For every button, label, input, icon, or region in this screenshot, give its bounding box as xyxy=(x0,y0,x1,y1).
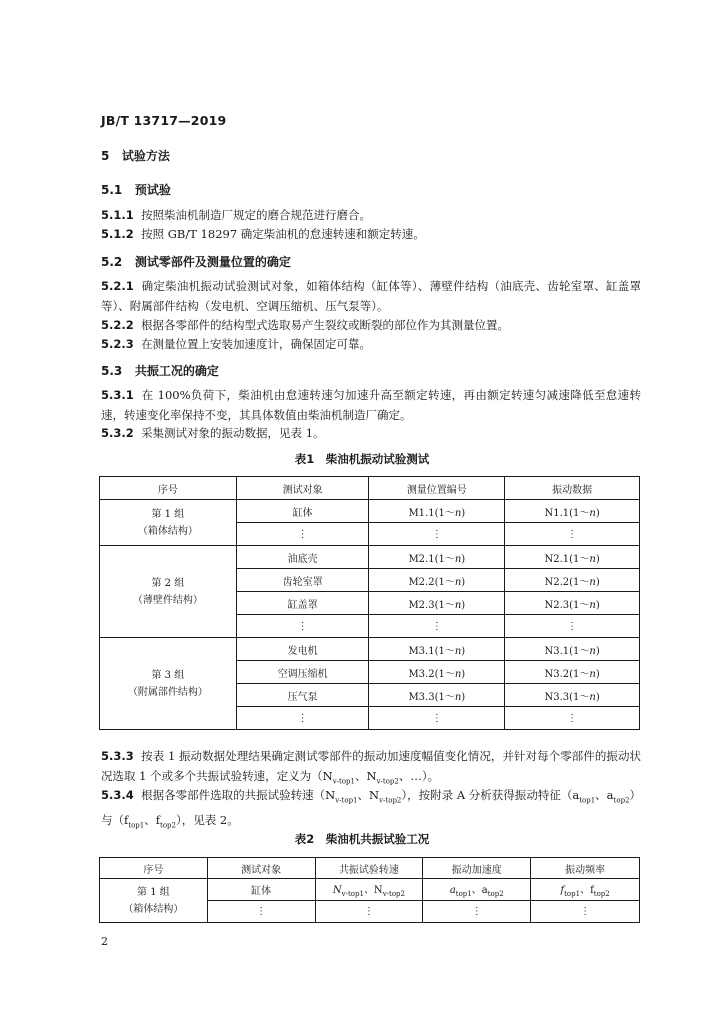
table-header-row xyxy=(100,477,640,500)
table-row xyxy=(100,546,640,569)
clause-5-2-2 xyxy=(101,316,641,336)
clause-5-2-1 xyxy=(101,277,641,316)
clause-number: 5.3.1 xyxy=(101,388,134,402)
test-object-cell: 油底壳 xyxy=(236,546,369,569)
table-row xyxy=(100,500,640,523)
test-object-cell: 缸体 xyxy=(236,500,369,523)
subscript: top2 xyxy=(160,821,176,830)
clause-text: 、N xyxy=(357,788,380,802)
clause-text: ），按附录 A 分析获得振动特征（a xyxy=(401,788,580,802)
clause-text: 按照柴油机制造厂规定的磨合规范进行磨合。 xyxy=(141,208,372,222)
clause-number: 5.3.4 xyxy=(101,788,134,802)
column-header: 振动数据 xyxy=(505,477,640,500)
clause-number: 5.3.2 xyxy=(101,426,134,440)
test-object-cell: 空调压缩机 xyxy=(236,661,369,684)
clause-5-1-2 xyxy=(101,225,641,245)
clause-number: 5.2.3 xyxy=(101,337,134,351)
table-2-caption: 表2 柴油机共振试验工况 xyxy=(294,832,430,846)
column-header: 测试对象 xyxy=(207,858,315,879)
clause-5-3-4 xyxy=(101,786,641,836)
clause-text: ），见表 2。 xyxy=(175,812,239,827)
clause-number: 5.1.2 xyxy=(101,227,134,241)
ellipsis-cell: ⋮ xyxy=(505,523,640,546)
clause-text: 、a xyxy=(595,788,614,802)
group-subtitle: （附属部件结构） xyxy=(127,686,208,698)
section-number: 5 xyxy=(101,149,110,163)
group-cell xyxy=(100,638,237,730)
section-number: 5.3 xyxy=(101,364,123,378)
test-object-cell: 缸体 xyxy=(207,879,315,901)
ellipsis-cell: ⋮ xyxy=(236,707,369,730)
subscript: top2 xyxy=(613,796,630,805)
ellipsis-cell: ⋮ xyxy=(236,615,369,638)
ellipsis-cell: ⋮ xyxy=(369,615,505,638)
section-title: 试验方法 xyxy=(121,149,170,163)
ellipsis-cell: ⋮ xyxy=(531,901,640,923)
column-header: 序号 xyxy=(100,858,208,879)
group-name: 第 2 组 xyxy=(151,577,185,589)
group-name: 第 3 组 xyxy=(151,669,185,681)
vibration-data-cell: N3.2(1～n) xyxy=(505,661,640,684)
test-object-cell: 缸盖罩 xyxy=(236,592,369,615)
clause-text: 根据各零部件的结构型式选取易产生裂纹或断裂的部位作为其测量位置。 xyxy=(141,318,510,332)
section-5-heading xyxy=(101,147,170,164)
subscript: v-top1 xyxy=(335,796,358,805)
vibration-data-cell: N3.1(1～n) xyxy=(505,638,640,661)
clause-text: 确定柴油机振动试验测试对象，如箱体结构（缸体等）、薄壁件结构（油底壳、齿轮室罩、缸盖罩等）、附属部件结构（发电机、空调压缩机、压气泵等）。 xyxy=(101,279,642,313)
ellipsis-cell: ⋮ xyxy=(207,901,315,923)
column-header: 振动加速度 xyxy=(423,858,531,879)
position-code-cell: M1.1(1～n) xyxy=(369,500,505,523)
clause-5-1-1 xyxy=(101,206,641,226)
group-cell xyxy=(100,546,237,638)
group-subtitle: （箱体结构） xyxy=(123,903,184,915)
position-code-cell: M3.2(1～n) xyxy=(369,661,505,684)
test-object-cell: 齿轮室罩 xyxy=(236,569,369,592)
column-header: 共振试验转速 xyxy=(315,858,423,879)
ellipsis-cell: ⋮ xyxy=(236,523,369,546)
group-name: 第 1 组 xyxy=(151,508,185,520)
ellipsis-cell: ⋮ xyxy=(369,523,505,546)
section-number: 5.2 xyxy=(101,255,123,269)
column-header: 振动频率 xyxy=(531,858,640,879)
section-5-3-heading xyxy=(101,362,219,379)
vibration-data-cell: N2.1(1～n) xyxy=(505,546,640,569)
position-code-cell: M3.1(1～n) xyxy=(369,638,505,661)
table-row xyxy=(100,638,640,661)
table-1-caption: 表1 柴油机振动试验测试 xyxy=(294,452,430,466)
clause-5-3-3 xyxy=(101,747,641,791)
column-header: 测量位置编号 xyxy=(369,477,505,500)
subscript: v-top2 xyxy=(379,796,402,805)
ellipsis-cell: ⋮ xyxy=(315,901,423,923)
clause-5-3-2 xyxy=(101,424,641,444)
clause-text: 在 100%负荷下，柴油机由怠速转速匀加速升高至额定转速，再由额定转速匀减速降低至怠速转速，转速变化率保持不变，其具体数值由柴油机制造厂确定。 xyxy=(101,388,642,422)
subscript: v-top1 xyxy=(332,776,355,785)
clause-text: 根据各零部件选取的共振试验转速（N xyxy=(141,788,336,802)
group-cell xyxy=(100,879,208,923)
clause-text: 在测量位置上安装加速度计，确保固定可靠。 xyxy=(141,337,372,351)
section-5-1-heading xyxy=(101,181,171,198)
section-title: 共振工况的确定 xyxy=(134,364,219,378)
clause-text: 按表 1 振动数据处理结果确定测试零部件的振动加速度幅值变化情况，并针对每个零部件的振动状况选取 1 个或多个共振试验转速，定义为（N xyxy=(101,749,642,783)
vibration-data-cell: N2.2(1～n) xyxy=(505,569,640,592)
column-header: 测试对象 xyxy=(236,477,369,500)
clause-text: 采集测试对象的振动数据，见表 1。 xyxy=(141,426,325,440)
table-2 xyxy=(99,857,640,923)
ellipsis-cell: ⋮ xyxy=(423,901,531,923)
clause-number: 5.3.3 xyxy=(101,749,134,763)
table-row xyxy=(100,879,640,901)
position-code-cell: M3.3(1～n) xyxy=(369,684,505,707)
section-title: 预试验 xyxy=(134,183,171,197)
position-code-cell: M2.2(1～n) xyxy=(369,569,505,592)
group-name: 第 1 组 xyxy=(137,886,170,898)
ellipsis-cell: ⋮ xyxy=(505,707,640,730)
clause-5-3-1 xyxy=(101,386,641,425)
subscript: top1 xyxy=(128,821,145,830)
vibration-data-cell: N2.3(1～n) xyxy=(505,592,640,615)
subscript: v-top2 xyxy=(376,776,399,785)
vibration-data-cell: N3.3(1～n) xyxy=(505,684,640,707)
subscript: top1 xyxy=(579,796,596,805)
test-object-cell: 压气泵 xyxy=(236,684,369,707)
clause-text: 、…）。 xyxy=(398,768,440,783)
section-5-2-heading xyxy=(101,253,291,270)
group-subtitle: （薄壁件结构） xyxy=(132,594,203,606)
standard-code-header: JB/T 13717—2019 xyxy=(101,113,227,128)
ellipsis-cell: ⋮ xyxy=(369,707,505,730)
section-number: 5.1 xyxy=(101,183,123,197)
resonance-speed-cell: $N_{v-top1}$、$N_{v-top2}$ xyxy=(315,879,423,901)
test-object-cell: 发电机 xyxy=(236,638,369,661)
section-title: 测试零部件及测量位置的确定 xyxy=(134,255,291,269)
clause-text: 按照 GB/T 18297 确定柴油机的怠速转速和额定转速。 xyxy=(141,227,425,241)
clause-number: 5.1.1 xyxy=(101,208,134,222)
group-subtitle: （箱体结构） xyxy=(137,525,198,537)
clause-number: 5.2.2 xyxy=(101,318,134,332)
frequency-cell: $f_{top1}$、$f_{top2}$ xyxy=(531,879,640,901)
page-number: 2 xyxy=(101,935,108,948)
clause-number: 5.2.1 xyxy=(101,279,134,293)
vibration-data-cell: N1.1(1～n) xyxy=(505,500,640,523)
position-code-cell: M2.3(1～n) xyxy=(369,592,505,615)
acceleration-cell: $a_{top1}$、$a_{top2}$ xyxy=(423,879,531,901)
ellipsis-cell: ⋮ xyxy=(505,615,640,638)
clause-text: 、f xyxy=(144,812,160,827)
clause-5-2-3 xyxy=(101,335,641,355)
column-header: 序号 xyxy=(100,477,237,500)
clause-text: 、N xyxy=(355,768,377,783)
group-cell xyxy=(100,500,237,546)
table-1 xyxy=(99,476,640,730)
position-code-cell: M2.1(1～n) xyxy=(369,546,505,569)
table-header-row xyxy=(100,858,640,879)
clause-text: ）与（f xyxy=(101,788,642,827)
